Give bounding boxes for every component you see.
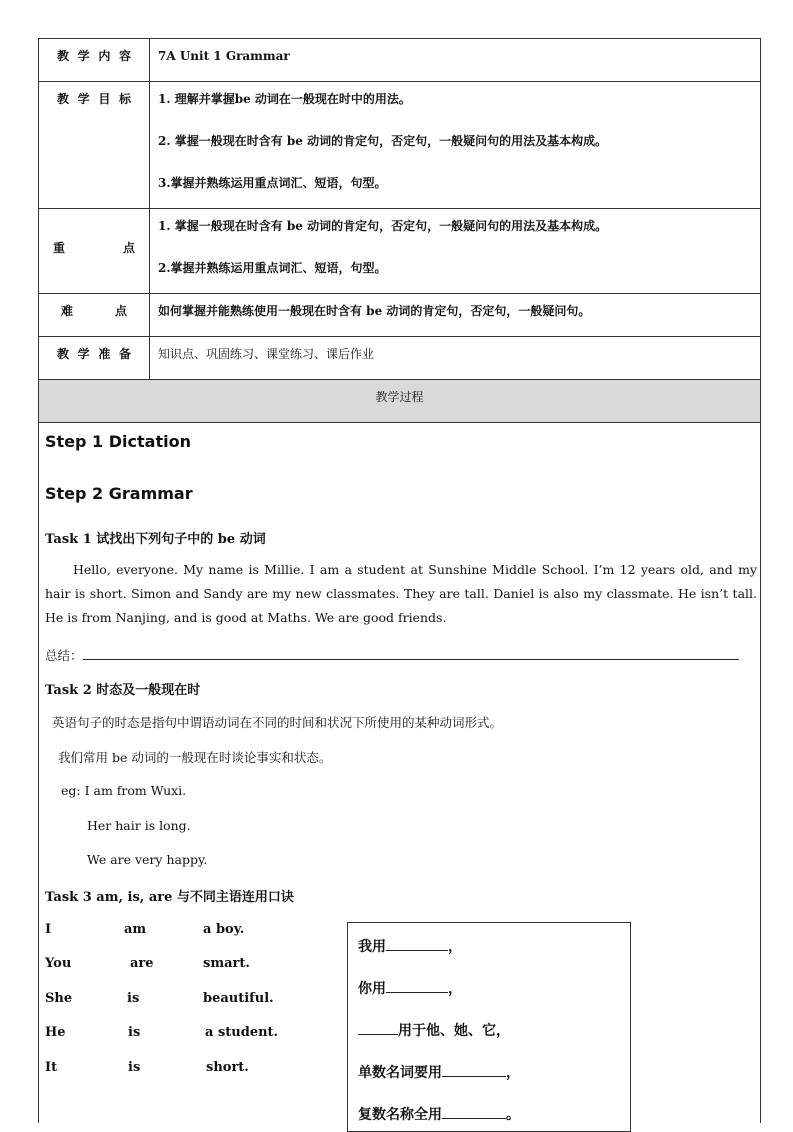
rhyme-line-4 <box>358 1062 520 1082</box>
rhyme-text: 你用 <box>358 981 386 997</box>
label-char: 学 <box>77 92 90 106</box>
label-char: 容 <box>118 49 131 63</box>
task1-title: Task 1 试找出下列句子中的 be 动词 <box>45 532 266 547</box>
goal-line-3: 3.掌握并熟练运用重点词汇、短语，句型。 <box>158 176 387 190</box>
label-key-points <box>39 209 150 294</box>
rhyme-text: 复数名称全用 <box>358 1107 442 1123</box>
rhyme-blank-1[interactable] <box>386 936 448 951</box>
rhyme-text: ， <box>506 1065 520 1081</box>
rhyme-text: 我用 <box>358 939 386 955</box>
label-char: 教 <box>57 49 70 63</box>
label-content <box>39 39 150 82</box>
row-difficulty <box>39 294 761 337</box>
label-char: 重 <box>53 241 66 255</box>
key-line-1: 1. 掌握一般现在时含有 be 动词的肯定句，否定句，一般疑问句的用法及基本构成。 <box>158 219 608 233</box>
task2-title: Task 2 时态及一般现在时 <box>45 683 201 698</box>
label-difficulty <box>39 294 150 337</box>
step2-heading: Step 2 Grammar <box>45 484 193 503</box>
process-title-cell <box>39 380 761 423</box>
label-preparation <box>39 337 150 380</box>
label-char: 难 <box>61 304 74 318</box>
label-char: 学 <box>77 49 90 63</box>
lesson-info-table <box>38 38 761 423</box>
rhyme-line-1 <box>358 936 462 956</box>
row-process-title <box>39 380 761 423</box>
summary-row <box>45 646 739 664</box>
sentence-rest: a boy. <box>203 922 245 937</box>
sentence-subject: He <box>45 1025 66 1040</box>
preparation-text: 知识点、巩固练习、课堂练习、课后作业 <box>158 347 375 361</box>
label-char: 学 <box>77 347 90 361</box>
task2-line1: 英语句子的时态是指句中谓语动词在不同的时间和状况下所使用的某种动词形式。 <box>52 715 503 730</box>
label-char: 目 <box>98 92 111 106</box>
rhyme-text: ， <box>448 939 462 955</box>
sentence-rest: smart. <box>203 956 250 971</box>
sentence-subject: She <box>45 991 73 1006</box>
sentence-verb: is <box>128 1060 141 1075</box>
label-char: 教 <box>57 347 70 361</box>
goal-line-2: 2. 掌握一般现在时含有 be 动词的肯定句，否定句，一般疑问句的用法及基本构成。 <box>158 134 608 148</box>
rhyme-blank-2[interactable] <box>386 978 448 993</box>
rhyme-text: ， <box>448 981 462 997</box>
content-text: 7A Unit 1 Grammar <box>158 49 290 63</box>
task2-example-1: eg: I am from Wuxi. <box>61 783 187 798</box>
value-content <box>150 39 761 82</box>
key-line-2: 2.掌握并熟练运用重点词汇、短语，句型。 <box>158 261 387 275</box>
task1-paragraph: Hello, everyone. My name is Millie. I am a student at Sunshine Middle School. I’m 12 years old, and my hair is short. Simon and Sandy are my new classmates. They are tall. Daniel is also my classmate. He isn’t tall. He is from Nanjing, and is good at Maths. We are good friends. <box>45 562 757 625</box>
task2-line2: 我们常用 be 动词的一般现在时谈论事实和状态。 <box>58 750 332 765</box>
task3-title: Task 3 am, is, are 与不同主语连用口诀 <box>45 890 294 905</box>
process-title: 教学过程 <box>375 390 424 404</box>
rhyme-box <box>347 922 631 1132</box>
sentence-verb: is <box>127 991 140 1006</box>
value-goals <box>150 82 761 209</box>
value-difficulty <box>150 294 761 337</box>
label-char: 备 <box>118 347 131 361</box>
sentence-rest: beautiful. <box>203 991 274 1006</box>
sentence-subject: It <box>45 1060 58 1075</box>
label-char: 内 <box>98 49 111 63</box>
summary-label: 总结： <box>45 648 83 663</box>
sentence-subject: You <box>45 956 72 971</box>
rhyme-blank-5[interactable] <box>442 1104 506 1119</box>
difficulty-text: 如何掌握并能熟练使用一般现在时含有 be 动词的肯定句，否定句，一般疑问句。 <box>158 304 591 318</box>
value-preparation <box>150 337 761 380</box>
rhyme-blank-4[interactable] <box>442 1062 506 1077</box>
step1-heading: Step 1 Dictation <box>45 432 191 451</box>
rhyme-text: 。 <box>506 1107 520 1123</box>
row-goals <box>39 82 761 209</box>
row-preparation <box>39 337 761 380</box>
sentence-rest: short. <box>206 1060 249 1075</box>
row-content <box>39 39 761 82</box>
sentence-verb: am <box>124 922 147 937</box>
task2-example-2: Her hair is long. <box>87 818 191 833</box>
label-char: 标 <box>118 92 131 106</box>
rhyme-line-2 <box>358 978 462 998</box>
sentence-verb: are <box>130 956 154 971</box>
rhyme-line-5 <box>358 1104 520 1124</box>
label-char: 点 <box>122 241 135 255</box>
value-key-points <box>150 209 761 294</box>
summary-answer-line[interactable] <box>83 647 739 660</box>
label-char: 点 <box>114 304 127 318</box>
rhyme-text: 单数名词要用 <box>358 1065 442 1081</box>
row-key-points <box>39 209 761 294</box>
sentence-subject: I <box>45 922 52 937</box>
goal-line-1: 1. 理解并掌握be 动词在一般现在时中的用法。 <box>158 92 411 106</box>
rhyme-blank-3[interactable] <box>358 1020 398 1035</box>
rhyme-text: 用于他、她、它， <box>398 1023 510 1039</box>
task2-example-3: We are very happy. <box>87 852 208 867</box>
label-goals <box>39 82 150 209</box>
label-char: 准 <box>98 347 111 361</box>
sentence-rest: a student. <box>205 1025 279 1040</box>
sentence-verb: is <box>128 1025 141 1040</box>
label-char: 教 <box>57 92 70 106</box>
rhyme-line-3 <box>358 1020 510 1040</box>
